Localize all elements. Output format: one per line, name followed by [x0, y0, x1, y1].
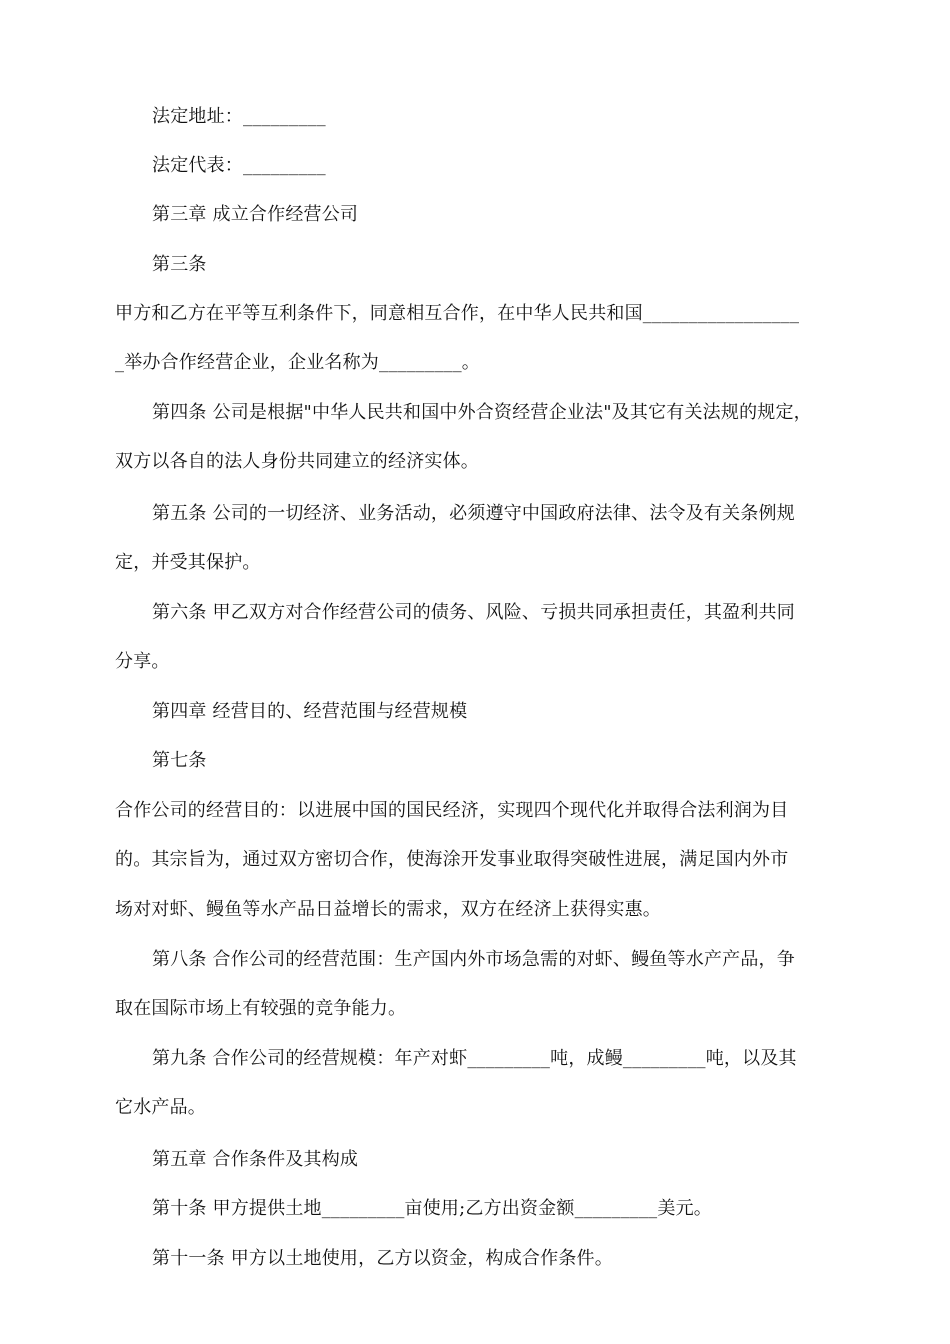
- article-9-line-2: 它水产品。: [115, 1097, 206, 1118]
- article-7-text-line-3: 场对对虾、鳗鱼等水产品日益增长的需求，双方在经济上获得实惠。: [115, 899, 661, 920]
- chapter-4-heading: 第四章 经营目的、经营范围与经营规模: [152, 701, 468, 722]
- article-6-line-2: 分享。: [115, 651, 170, 672]
- chapter-3-heading: 第三章 成立合作经营公司: [152, 204, 359, 225]
- article-3-text-line-2: _举办合作经营企业，企业名称为_________。: [115, 352, 480, 373]
- article-5-line-1: 第五条 公司的一切经济、业务活动，必须遵守中国政府法律、法令及有关条例规: [152, 503, 795, 524]
- article-3-heading: 第三条: [152, 254, 207, 275]
- article-7-text-line-1: 合作公司的经营目的：以进展中国的国民经济，实现四个现代化并取得合法利润为目: [115, 800, 789, 821]
- article-8-line-2: 取在国际市场上有较强的竞争能力。: [115, 998, 407, 1019]
- article-9-line-1: 第九条 合作公司的经营规模：年产对虾_________吨，成鳗_________吨，以及其: [152, 1048, 797, 1069]
- article-7-text-line-2: 的。其宗旨为，通过双方密切合作，使海涂开发事业取得突破性进展，满足国内外市: [115, 849, 789, 870]
- article-5-line-2: 定，并受其保护。: [115, 552, 261, 573]
- article-8-line-1: 第八条 合作公司的经营范围：生产国内外市场急需的对虾、鳗鱼等水产产品，争: [152, 949, 795, 970]
- legal-address-line: 法定地址：_________: [152, 106, 326, 127]
- article-4-line-2: 双方以各自的法人身份共同建立的经济实体。: [115, 451, 479, 472]
- article-7-heading: 第七条: [152, 750, 207, 771]
- article-6-line-1: 第六条 甲乙双方对合作经营公司的债务、风险、亏损共同承担责任，其盈利共同: [152, 602, 795, 623]
- chapter-5-heading: 第五章 合作条件及其构成: [152, 1149, 359, 1170]
- legal-representative-line: 法定代表：_________: [152, 155, 326, 176]
- article-10-line: 第十条 甲方提供土地_________亩使用;乙方出资金额_________美元。: [152, 1198, 712, 1219]
- article-11-line: 第十一条 甲方以土地使用，乙方以资金，构成合作条件。: [152, 1248, 613, 1269]
- article-3-text-line-1: 甲方和乙方在平等互利条件下，同意相互合作，在中华人民共和国_________________: [115, 303, 800, 324]
- article-4-line-1: 第四条 公司是根据"中华人民共和国中外合资经营企业法"及其它有关法规的规定，: [152, 402, 812, 423]
